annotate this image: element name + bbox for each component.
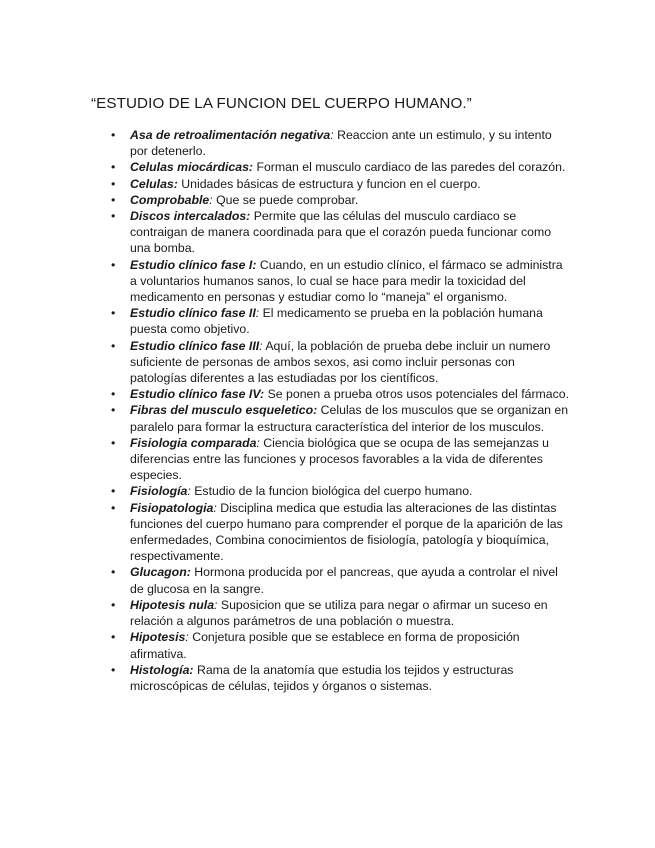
bullet-icon: • [111,209,116,224]
entry-definition: Unidades básicas de estructura y funcion en el cuerpo. [177,176,481,191]
glossary-entry [111,127,570,159]
entry-definition: Celulas de los musculos que se organizan en paralelo para formar la estructura característica del interior de los musculos. [130,403,569,434]
bullet-icon: • [111,160,116,175]
entry-definition: Suposicion que se utiliza para negar o afirmar un suceso en relación a algunos parámetros de una población o muestra. [130,597,548,629]
glossary-entry [111,402,570,434]
bullet-icon: • [111,192,116,207]
entry-definition: Se ponen a prueba otros usos potenciales del fármaco. [264,387,570,402]
entry-separator: : [185,630,189,645]
glossary-entry [111,662,570,694]
entry-term: Fisiopatologia [130,500,214,515]
entry-term: Estudio clínico fase IV: [130,387,265,402]
entry-definition: Forman el musculo cardiaco de las paredes del corazón. [253,160,566,175]
glossary-entry [111,208,570,257]
entry-separator: : [213,500,217,515]
glossary-entry [111,386,570,402]
entry-definition: Cuando, en un estudio clínico, el fármaco se administra a voluntarios humanos sanos, lo cual se hace para medir la toxicidad del medicamento en personas y estudiar como lo “maneja” el organismo. [130,257,563,305]
glossary-entry [111,435,570,484]
entry-definition: El medicamento se prueba en la población humana puesta como objetivo. [130,306,543,337]
glossary-entry [111,159,570,175]
bullet-icon: • [111,630,116,645]
entry-definition: Ciencia biológica que se ocupa de las semejanzas u diferencias entre las funciones y procesos favorables a la vida de diferentes especies. [130,435,550,483]
entry-separator: : [255,306,260,321]
entry-term: Fibras del musculo esqueletico: [130,403,318,418]
entry-term: Glucagon: [130,565,191,580]
bullet-icon: • [111,387,116,402]
glossary-entry [111,564,570,596]
entry-term: Celulas miocárdicas: [130,160,254,175]
bullet-icon: • [111,662,116,677]
entry-term: Comprobable [130,192,210,207]
entry-term: Fisiología [130,484,188,499]
bullet-icon: • [111,306,116,321]
glossary-entry [111,483,570,499]
glossary-entry [111,629,570,661]
entry-definition: Aquí, la población de prueba debe incluir un numero suficiente de personas de ambos sexos, asi como incluir personas con patologías diferentes a las estudiadas por los científicos. [130,338,551,386]
entry-separator: : [187,484,191,499]
bullet-icon: • [111,435,116,450]
glossary-entry [111,176,570,192]
glossary-entry [111,597,570,629]
entry-term: Hipotesis nula [130,597,215,612]
glossary-list [111,127,570,694]
entry-definition: Estudio de la funcion biológica del cuerpo humano. [190,484,473,499]
bullet-icon: • [111,565,116,580]
entry-definition: Conjetura posible que se establece en forma de proposición afirmativa. [130,630,520,661]
entry-separator: : [259,338,263,353]
glossary-entry [111,257,570,306]
entry-term: Discos intercalados: [130,209,251,224]
bullet-icon: • [111,500,116,515]
entry-term: Estudio clínico fase II [130,306,256,321]
entry-term: Hipotesis [130,630,186,645]
entry-separator: : [256,435,260,450]
entry-definition: Rama de la anatomía que estudia los tejidos y estructuras microscópicas de células, tejidos y órganos o sistemas. [130,662,514,693]
entry-definition: Disciplina medica que estudia las alteraciones de las distintas funciones del cuerpo humano para comprender el porque de la aparición de las enfermedades, Combina conocimientos de fisiología, patología y bioquímica, respectivamente. [130,500,563,564]
entry-term: Estudio clínico fase III [130,338,260,353]
entry-separator: : [330,128,334,142]
entry-definition: Reaccion ante un estimulo, y su intento por detenerlo. [130,128,552,159]
glossary-entry [111,192,570,208]
bullet-icon: • [111,484,116,499]
glossary-entry [111,338,570,387]
entry-term: Asa de retroalimentación negativa [130,128,331,142]
bullet-icon: • [111,338,116,353]
bullet-icon: • [111,403,116,418]
entry-separator: : [209,192,213,207]
bullet-icon: • [111,128,116,142]
bullet-icon: • [111,257,116,272]
entry-term: Celulas: [130,176,178,191]
entry-definition: Hormona producida por el pancreas, que ayuda a controlar el nivel de glucosa en la sangre. [130,565,558,596]
bullet-icon: • [111,176,116,191]
document-title: “ESTUDIO DE LA FUNCION DEL CUERPO HUMANO.” [91,95,472,112]
entry-definition: Que se puede comprobar. [212,192,359,207]
entry-separator: : [214,597,218,612]
entry-term: Estudio clínico fase I: [130,257,257,272]
entry-term: Fisiologia comparada [130,435,257,450]
glossary-entry [111,500,570,565]
entry-definition: Permite que las células del musculo cardiaco se contraigan de manera coordinada para que el corazón pueda funcionar como una bomba. [130,209,552,256]
entry-term: Histología: [130,662,194,677]
glossary-entry [111,305,570,337]
bullet-icon: • [111,597,116,612]
